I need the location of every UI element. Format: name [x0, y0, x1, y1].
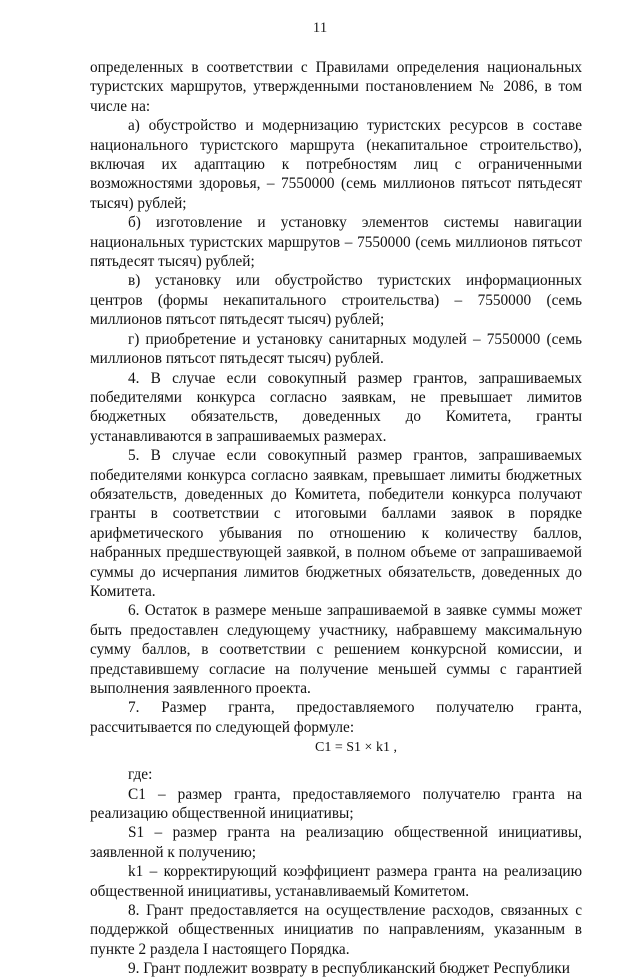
- document-body: [90, 58, 582, 979]
- paragraph-item-b: б) изготовление и установку элементов системы навигации национальных туристских маршрутов – 7550000 (семь миллионов пятьсот пятьдесят тысяч) рублей;: [90, 214, 582, 271]
- grant-formula: C1 = S1 × k1 ,: [315, 740, 397, 756]
- formula-where: где:: [128, 766, 153, 784]
- paragraph-7: 7. Размер гранта, предоставляемого получателю гранта, рассчитывается по следующей формуле:: [90, 699, 582, 736]
- paragraph-9: 9. Грант подлежит возврату в республиканский бюджет Республики: [128, 960, 570, 978]
- page-number: 11: [312, 20, 328, 36]
- formula-s1-definition: S1 – размер гранта на реализацию общественной инициативы, заявленной к получению;: [90, 824, 582, 861]
- paragraph-4: 4. В случае если совокупный размер грантов, запрашиваемых победителями конкурса согласно заявкам, не превышает лимитов бюджетных обязательств, доведенных до Комитета, гранты устанавливаются в запрашиваемых размерах.: [90, 369, 582, 445]
- formula-c1-definition: C1 – размер гранта, предоставляемого получателю гранта на реализацию общественной инициативы;: [90, 785, 582, 823]
- paragraph-item-g: г) приобретение и установку санитарных модулей – 7550000 (семь миллионов пятьсот пятьдесят тысяч) рублей.: [90, 330, 582, 368]
- paragraph-5: 5. В случае если совокупный размер грантов, запрашиваемых победителями конкурса согласно заявкам, превышает лимиты бюджетных обязательств, доведенных до Комитета, победители конкурса получают гранты в соответствии с итоговыми баллами заявок в порядке арифметического убывания по отношению к количеству баллов, набранных предшествующей заявкой, в полном объеме от запрашиваемой суммы до исчерпания лимитов бюджетных обязательств, доведенных до Комитета.: [90, 447, 582, 600]
- paragraph-intro: определенных в соответствии с Правилами определения национальных туристских маршрутов, утвержденными постановлением № 2086, в том числе на:: [90, 59, 582, 115]
- paragraph-8: 8. Грант предоставляется на осуществление расходов, связанных с поддержкой общественных инициатив по направлениям, указанным в пункте 2 раздела I настоящего Порядка.: [90, 902, 582, 958]
- paragraph-6: 6. Остаток в размере меньше запрашиваемой в заявке суммы может быть предоставлен следующему участнику, набравшему максимальную сумму баллов, в соответствии с решением конкурсной комиссии, и представившему согласие на получение меньшей суммы с гарантией выполнения заявленного проекта.: [90, 602, 582, 697]
- paragraph-item-v: в) установку или обустройство туристских информационных центров (формы некапитального строительства) – 7550000 (семь миллионов пятьсот пятьдесят тысяч) рублей;: [90, 272, 582, 329]
- formula-k1-definition: k1 – корректирующий коэффициент размера гранта на реализацию общественной инициативы, устанавливаемый Комитетом.: [90, 863, 582, 900]
- paragraph-item-a: а) обустройство и модернизацию туристских ресурсов в составе национального туристского маршрута (некапитальное строительство), включая их адаптацию к потребностям лиц с ограниченными возможностями здоровья, – 7550000 (семь миллионов пятьсот пятьдесят тысяч) рублей;: [90, 117, 582, 212]
